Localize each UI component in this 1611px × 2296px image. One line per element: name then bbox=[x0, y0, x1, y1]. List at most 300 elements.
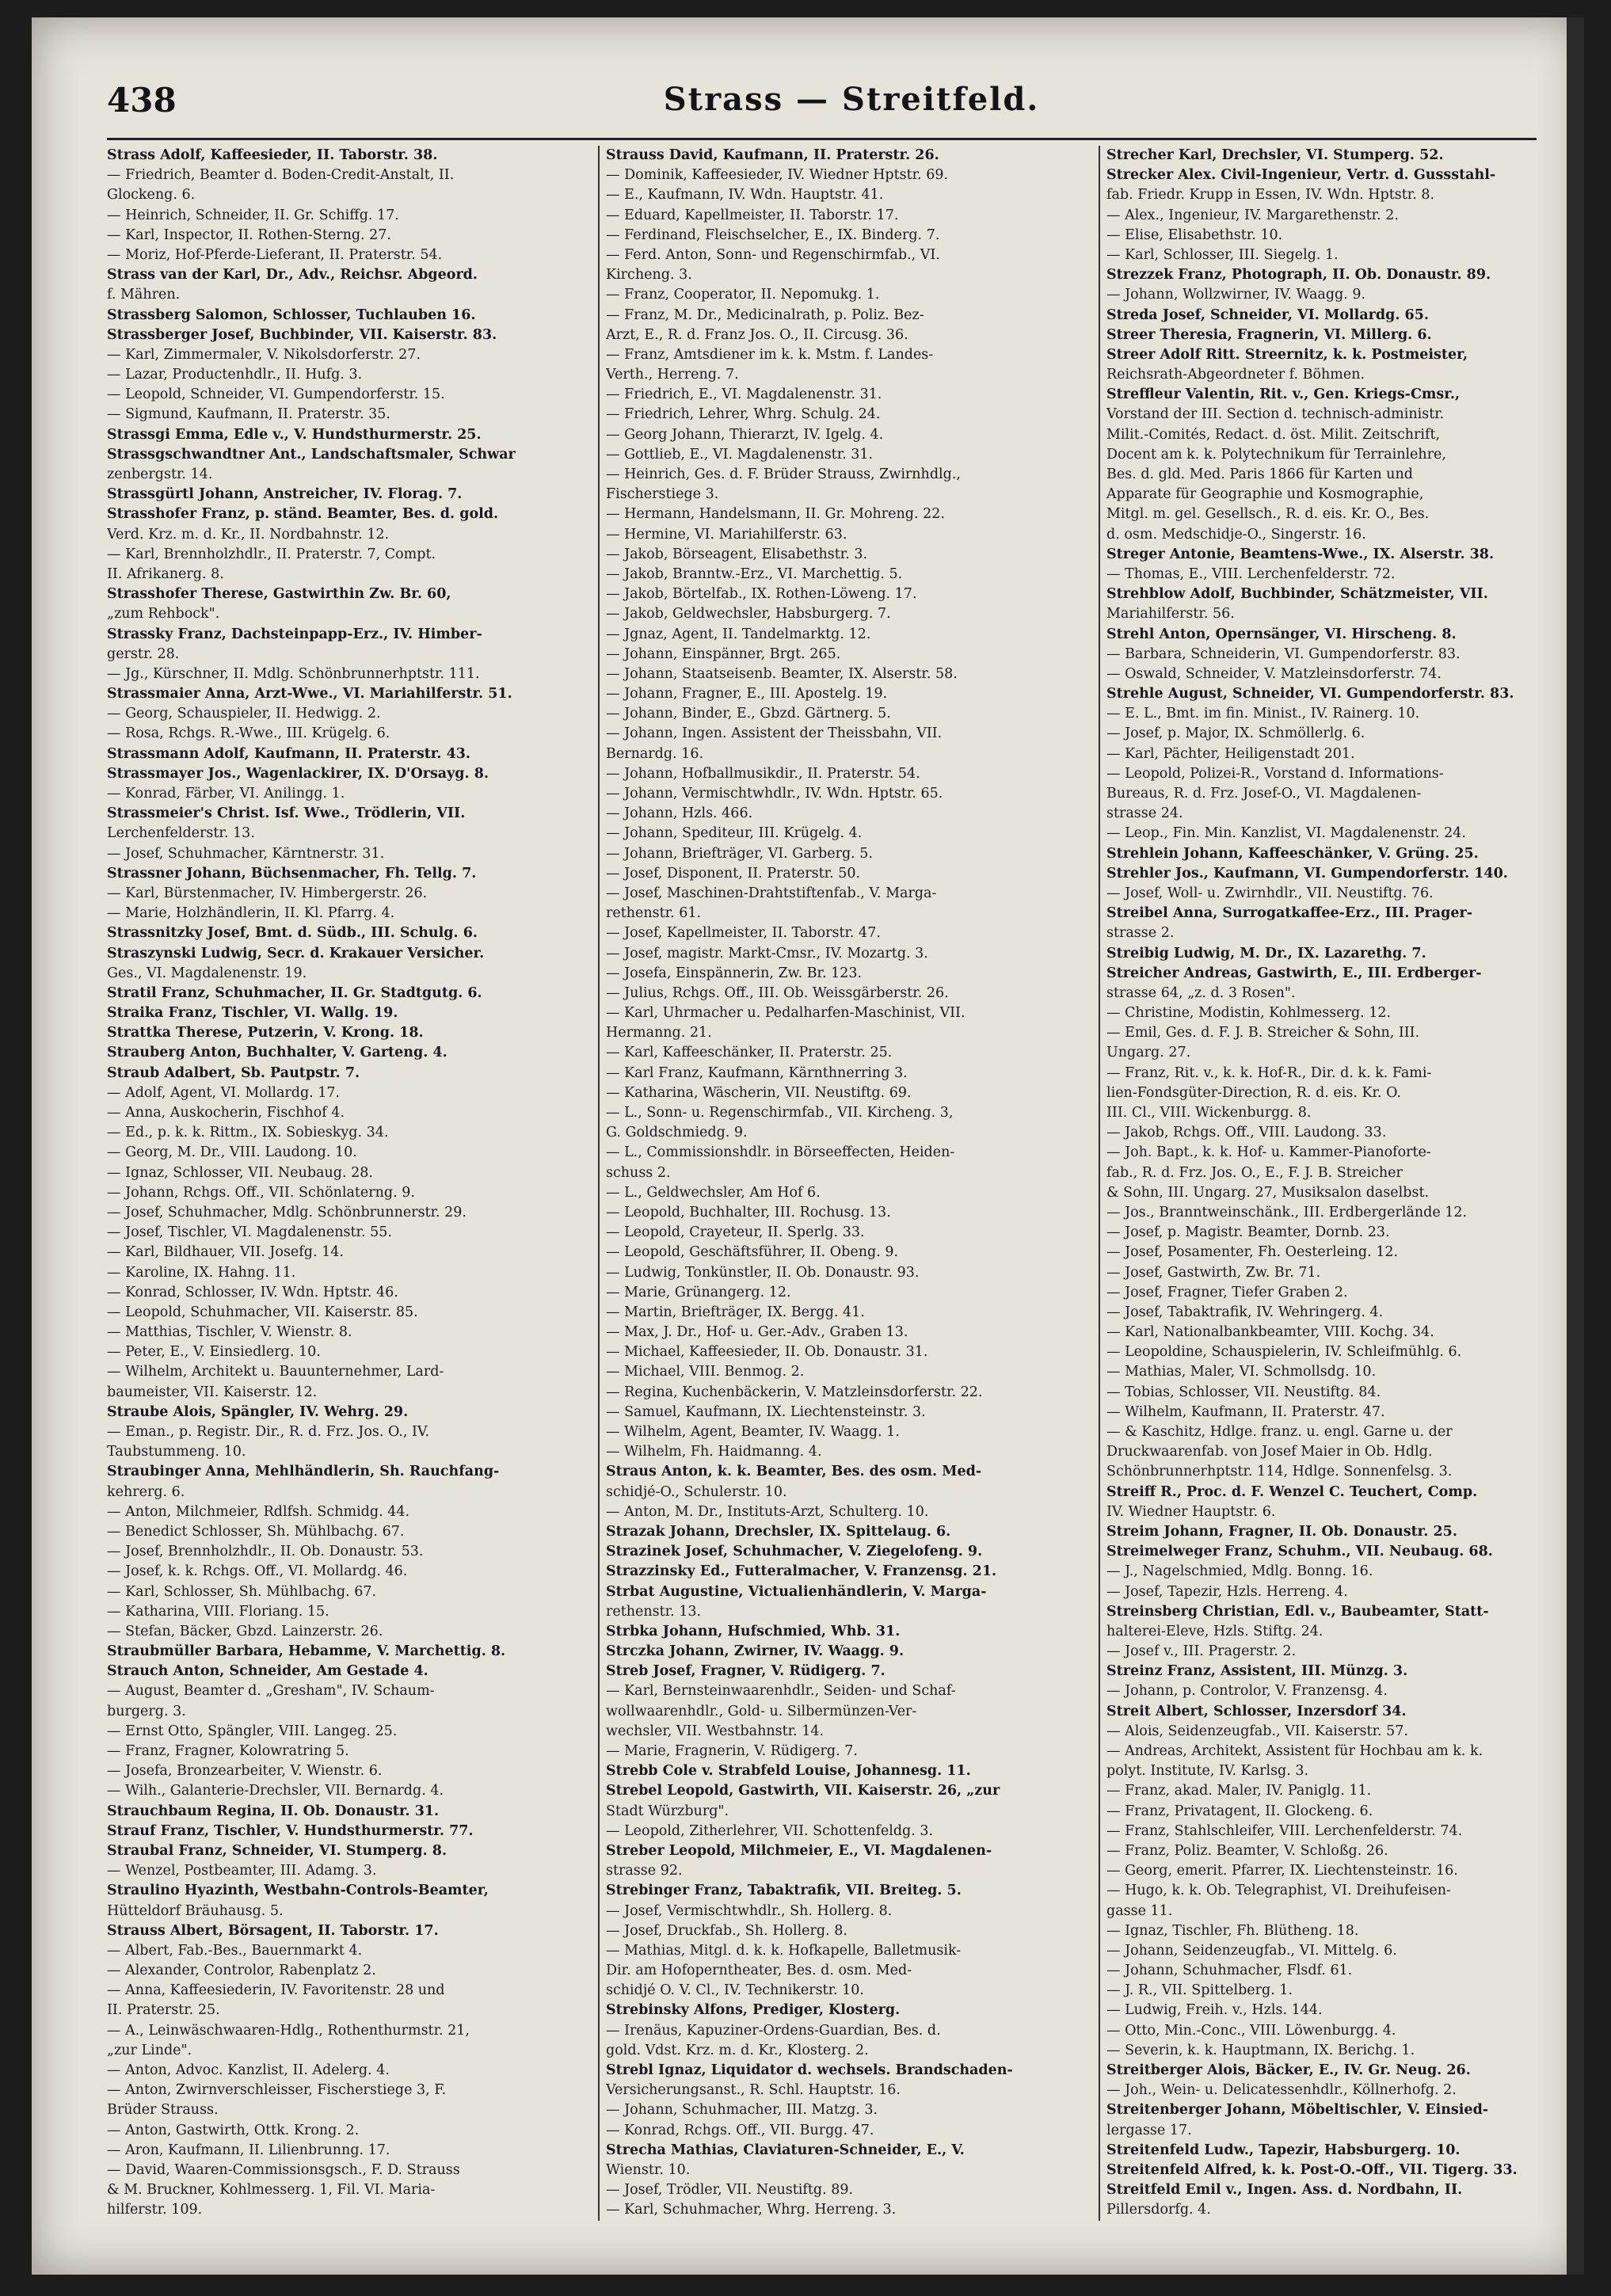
directory-entry: Strassgi Emma, Edle v., V. Hundsthurmerstr. 25. bbox=[107, 426, 482, 443]
directory-entry: Strauss Albert, Börsagent, II. Taborstr. 17. bbox=[107, 1922, 439, 1939]
directory-entry: Streit Albert, Schlosser, Inzersdorf 34. bbox=[1106, 1703, 1407, 1719]
directory-entry: — Adolf, Agent, VI. Mollardg. 17. bbox=[107, 1084, 341, 1101]
directory-entry: Strassgschwandtner Ant., Landschaftsmaler, Schwar bbox=[107, 446, 516, 463]
directory-entry: Strasshofer Therese, Gastwirthin Zw. Br. 60, bbox=[107, 586, 451, 603]
directory-entry: Strazak Johann, Drechsler, IX. Spittelaug. 6. bbox=[606, 1523, 951, 1540]
directory-entry: — Josefa, Bronzearbeiter, V. Wienstr. 6. bbox=[107, 1763, 383, 1780]
directory-entry: Streber Leopold, Milchmeier, E., VI. Magdalenen- bbox=[606, 1842, 992, 1859]
directory-entry: — Hermann, Handelsmann, II. Gr. Mohreng. 22. bbox=[606, 506, 945, 523]
entry-continuation: Mitgl. m. gel. Gesellsch., R. d. eis. Kr. O., Bes. bbox=[1106, 506, 1430, 523]
directory-entry: Strbka Johann, Hufschmied, Whb. 31. bbox=[606, 1623, 901, 1639]
directory-entry: — Benedict Schlosser, Sh. Mühlbachg. 67. bbox=[107, 1523, 405, 1540]
directory-entry: — Franz, Amtsdiener im k. k. Mstm. f. Landes- bbox=[606, 346, 934, 363]
directory-entry: — Johann, Schuhmacher, III. Matzg. 3. bbox=[606, 2102, 878, 2119]
directory-entry: — Eman., p. Registr. Dir., R. d. Frz. Jos. O., IV. bbox=[107, 1424, 430, 1440]
directory-entry: — Johann, Hofballmusikdir., II. Praterstr. 54. bbox=[606, 765, 920, 782]
directory-entry: — Joh. Bapt., k. k. Hof- u. Kammer-Pianoforte- bbox=[1106, 1144, 1431, 1161]
directory-entry: — Franz, Poliz. Beamter, V. Schloßg. 26. bbox=[1106, 1842, 1388, 1859]
directory-entry: Strauch Anton, Schneider, Am Gestade 4. bbox=[107, 1663, 428, 1680]
directory-entry: — Karl Franz, Kaufmann, Kärnthnerring 3. bbox=[606, 1064, 908, 1081]
directory-entry: — Josef, Schuhmacher, Kärntnerstr. 31. bbox=[107, 845, 385, 862]
directory-entry: — Michael, VIII. Benmog. 2. bbox=[606, 1364, 805, 1380]
entry-continuation: strasse 24. bbox=[1106, 805, 1183, 822]
directory-entry: — Sigmund, Kaufmann, II. Praterstr. 35. bbox=[107, 406, 390, 423]
page-number: 438 bbox=[107, 81, 177, 120]
directory-entry: — Samuel, Kaufmann, IX. Liechtensteinstr. 3. bbox=[606, 1403, 926, 1420]
directory-entry: — Josef, Kapellmeister, II. Taborstr. 47. bbox=[606, 925, 881, 942]
directory-entry: Straube Alois, Spängler, IV. Wehrg. 29. bbox=[107, 1403, 409, 1420]
directory-entry: — Michael, Kaffeesieder, II. Ob. Donaustr. 31. bbox=[606, 1344, 928, 1361]
directory-entry: — Johann, Staatseisenb. Beamter, IX. Alserstr. 58. bbox=[606, 665, 958, 682]
entry-continuation: Arzt, E., R. d. Franz Jos. O., II. Circusg. 36. bbox=[606, 326, 908, 343]
entry-continuation: strasse 2. bbox=[1106, 925, 1175, 942]
directory-entry: Streicher Andreas, Gastwirth, E., III. Erdberger- bbox=[1106, 965, 1482, 981]
directory-entry: Straub Adalbert, Sb. Pautpstr. 7. bbox=[107, 1064, 360, 1081]
entry-continuation: II. Praterstr. 25. bbox=[107, 2002, 220, 2019]
directory-entry: — Leopold, Buchhalter, III. Rochusg. 13. bbox=[606, 1204, 891, 1220]
directory-entry: — Franz, M. Dr., Medicinalrath, p. Poliz. Bez- bbox=[606, 307, 924, 323]
directory-entry: — Wilhelm, Architekt u. Bauunternehmer, Lard- bbox=[107, 1364, 444, 1380]
entry-continuation: fab., R. d. Frz. Jos. O., E., F. J. B. Streicher bbox=[1106, 1164, 1403, 1181]
entry-continuation: rethenstr. 61. bbox=[606, 905, 702, 922]
entry-continuation: Fischerstiege 3. bbox=[606, 486, 719, 503]
entry-continuation: Brüder Strauss. bbox=[107, 2102, 219, 2119]
directory-entry: — Johann, p. Controlor, V. Franzensg. 4. bbox=[1106, 1683, 1388, 1700]
entry-continuation: Schönbrunnerhptstr. 114, Hdlge. Sonnenfelsg. 3. bbox=[1106, 1464, 1453, 1480]
directory-entry: Streffleur Valentin, Rit. v., Gen. Kriegs-Cmsr., bbox=[1106, 386, 1461, 403]
directory-entry: — Karl, Schuhmacher, Whrg. Herreng. 3. bbox=[606, 2202, 897, 2218]
directory-entry: — Friedrich, Lehrer, Whrg. Schulg. 24. bbox=[606, 406, 881, 423]
directory-entry: — Franz, Privatagent, II. Glockeng. 6. bbox=[1106, 1803, 1373, 1819]
directory-entry: — Heinrich, Schneider, II. Gr. Schiffg. 17. bbox=[107, 207, 399, 223]
directory-entry: — Barbara, Schneiderin, VI. Gumpendorferstr. 83. bbox=[1106, 645, 1461, 662]
directory-entry: Strebel Leopold, Gastwirth, VII. Kaiserstr. 26, „zur bbox=[606, 1783, 1000, 1799]
entry-continuation: Bernardg. 16. bbox=[606, 745, 704, 762]
directory-entry: — Moriz, Hof-Pferde-Lieferant, II. Praterstr. 54. bbox=[107, 246, 443, 263]
entry-continuation: III. Cl., VIII. Wickenburgg. 8. bbox=[1106, 1105, 1312, 1121]
directory-entry: Streitfeld Emil v., Ingen. Ass. d. Nordbahn, II. bbox=[1106, 2182, 1463, 2199]
directory-entry: Streitenfeld Ludw., Tapezir, Habsburgerg. 10. bbox=[1106, 2142, 1461, 2158]
directory-entry: — Friedrich, Beamter d. Boden-Credit-Anstalt, II. bbox=[107, 167, 455, 184]
directory-entry: — Johann, Einspänner, Brgt. 265. bbox=[606, 645, 841, 662]
directory-entry: Streger Antonie, Beamtens-Wwe., IX. Alserstr. 38. bbox=[1106, 546, 1495, 562]
directory-entry: — Leopold, Zitherlehrer, VII. Schottenfeldg. 3. bbox=[606, 1822, 934, 1839]
directory-entry: — Friedrich, E., VI. Magdalenenstr. 31. bbox=[606, 386, 882, 403]
directory-entry: — Wilhelm, Kaufmann, II. Praterstr. 47. bbox=[1106, 1403, 1385, 1420]
directory-entry: — Josef, Druckfab., Sh. Hollerg. 8. bbox=[606, 1922, 847, 1939]
directory-entry: Straubinger Anna, Mehlhändlerin, Sh. Rauchfang- bbox=[107, 1464, 500, 1480]
directory-entry: Strassnitzky Josef, Bmt. d. Südb., III. Schulg. 6. bbox=[107, 925, 478, 942]
directory-entry: Streitberger Alois, Bäcker, E., IV. Gr. Neug. 26. bbox=[1106, 2062, 1471, 2078]
directory-entry: — Albert, Fab.-Bes., Bauernmarkt 4. bbox=[107, 1942, 363, 1959]
directory-entry: Strassberg Salomon, Schlosser, Tuchlauben 16. bbox=[107, 307, 476, 323]
directory-entry: — Franz, Cooperator, II. Nepomukg. 1. bbox=[606, 287, 880, 303]
entry-continuation: schidjé-O., Schulerstr. 10. bbox=[606, 1483, 787, 1500]
directory-entry: — Josef, Trödler, VII. Neustiftg. 89. bbox=[606, 2182, 854, 2199]
directory-entry: — Leopoldine, Schauspielerin, IV. Schleifmühlg. 6. bbox=[1106, 1344, 1462, 1361]
directory-entry: — Johann, Schuhmacher, Flsdf. 61. bbox=[1106, 1963, 1353, 1979]
directory-entry: — Johann, Seidenzeugfab., VI. Mittelg. 6. bbox=[1106, 1942, 1397, 1959]
running-head: Strass — Streitfeld. bbox=[663, 81, 1040, 118]
entry-continuation: Vorstand der III. Section d. technisch-administr. bbox=[1106, 406, 1445, 423]
directory-entry: Streinz Franz, Assistent, III. Münzg. 3. bbox=[1106, 1663, 1408, 1680]
directory-entry: — Karl, Inspector, II. Rothen-Sterng. 27. bbox=[107, 227, 391, 243]
directory-entry: — J. R., VII. Spittelberg. 1. bbox=[1106, 1982, 1293, 1999]
directory-entry: — Leopold, Schuhmacher, VII. Kaiserstr. 85. bbox=[107, 1304, 418, 1320]
entry-continuation: polyt. Institute, IV. Karlsg. 3. bbox=[1106, 1763, 1309, 1780]
entry-continuation: Docent am k. k. Polytechnikum für Terrainlehre, bbox=[1106, 446, 1446, 463]
directory-entry: — Josef, Tischler, VI. Magdalenenstr. 55. bbox=[107, 1224, 392, 1241]
directory-entry: Strezzek Franz, Photograph, II. Ob. Donaustr. 89. bbox=[1106, 267, 1491, 284]
directory-entry: Strebl Ignaz, Liquidator d. wechsels. Brandschaden- bbox=[606, 2062, 1013, 2078]
entry-continuation: zenbergstr. 14. bbox=[107, 466, 213, 482]
directory-entry: Strehlein Johann, Kaffeeschänker, V. Grüng. 25. bbox=[1106, 845, 1479, 862]
directory-entry: Streitenfeld Alfred, k. k. Post-O.-Off., VII. Tigerg. 33. bbox=[1106, 2161, 1518, 2178]
directory-entry: Streda Josef, Schneider, VI. Mollardg. 65. bbox=[1106, 307, 1429, 323]
entry-continuation: lien-Fondsgüter-Direction, R. d. eis. Kr. O. bbox=[1106, 1084, 1401, 1101]
directory-entry: — Johann, Briefträger, VI. Garberg. 5. bbox=[606, 845, 874, 862]
directory-entry: — Karl, Bildhauer, VII. Josefg. 14. bbox=[107, 1244, 344, 1261]
entry-continuation: Stadt Würzburg". bbox=[606, 1803, 729, 1819]
directory-entry: — Johann, Rchgs. Off., VII. Schönlaterng. 9. bbox=[107, 1184, 415, 1201]
entry-continuation: Milit.-Comités, Redact. d. öst. Milit. Zeitschrift, bbox=[1106, 426, 1441, 443]
directory-entry: — Mathias, Maler, VI. Schmollsdg. 10. bbox=[1106, 1364, 1377, 1380]
directory-entry: Strbat Augustine, Victualienhändlerin, V. Marga- bbox=[606, 1583, 987, 1600]
directory-entry: — Anton, Gastwirth, Ottk. Krong. 2. bbox=[107, 2122, 360, 2138]
entry-continuation: Pillersdorfg. 4. bbox=[1106, 2202, 1211, 2218]
directory-entry: — Karl, Uhrmacher u. Pedalharfen-Maschinist, VII. bbox=[606, 1005, 965, 1022]
column-divider bbox=[598, 146, 600, 2221]
directory-entry: — Josef, magistr. Markt-Cmsr., IV. Mozartg. 3. bbox=[606, 945, 928, 961]
directory-entry: — L., Commissionshdlr. in Börseeffecten, Heiden- bbox=[606, 1144, 955, 1161]
directory-entry: Straulino Hyazinth, Westbahn-Controls-Beamter, bbox=[107, 1883, 489, 1899]
entry-continuation: gerstr. 28. bbox=[107, 645, 180, 662]
directory-entry: — Karl, Schlosser, Sh. Mühlbachg. 67. bbox=[107, 1583, 377, 1600]
directory-entry: — Irenäus, Kapuziner-Ordens-Guardian, Bes. d. bbox=[606, 2022, 941, 2039]
directory-entry: Strassberger Josef, Buchbinder, VII. Kaiserstr. 83. bbox=[107, 326, 497, 343]
directory-entry: — Konrad, Schlosser, IV. Wdn. Hptstr. 46. bbox=[107, 1284, 398, 1300]
directory-entry: Streer Adolf Ritt. Streernitz, k. k. Postmeister, bbox=[1106, 346, 1468, 363]
directory-entry: — Anton, Advoc. Kanzlist, II. Adelerg. 4. bbox=[107, 2062, 390, 2078]
directory-entry: — A., Leinwäschwaaren-Hdlg., Rothenthurmstr. 21, bbox=[107, 2022, 470, 2039]
column-1 bbox=[107, 146, 592, 2221]
directory-entry: — Leopold, Schneider, VI. Gumpendorferstr. 15. bbox=[107, 386, 445, 403]
directory-entry: Strassmann Adolf, Kaufmann, II. Praterstr. 43. bbox=[107, 745, 471, 762]
directory-entry: — Mathias, Mitgl. d. k. k. Hofkapelle, Balletmusik- bbox=[606, 1942, 962, 1959]
entry-continuation: strasse 64, „z. d. 3 Rosen". bbox=[1106, 984, 1296, 1001]
directory-entry: — Karl, Bürstenmacher, IV. Himbergerstr. 26. bbox=[107, 885, 428, 901]
directory-entry: — Thomas, E., VIII. Lerchenfelderstr. 72. bbox=[1106, 565, 1396, 582]
directory-entry: Straszynski Ludwig, Secr. d. Krakauer Versicher. bbox=[107, 945, 485, 961]
column-2 bbox=[606, 146, 1091, 2221]
entry-continuation: gold. Vdst. Krz. m. d. Kr., Klosterg. 2. bbox=[606, 2042, 869, 2058]
directory-entry: Straus Anton, k. k. Beamter, Bes. des osm. Med- bbox=[606, 1464, 982, 1480]
directory-entry: — Andreas, Architekt, Assistent für Hochbau am k. k. bbox=[1106, 1743, 1483, 1759]
directory-entry: — Johann, Spediteur, III. Krügelg. 4. bbox=[606, 825, 863, 842]
directory-entry: Strazinek Josef, Schuhmacher, V. Ziegelofeng. 9. bbox=[606, 1544, 983, 1560]
directory-entry: Streer Theresia, Fragnerin, VI. Millerg. 6. bbox=[1106, 326, 1432, 343]
directory-entry: Strassgürtl Johann, Anstreicher, IV. Florag. 7. bbox=[107, 486, 463, 503]
directory-entry: — Aron, Kaufmann, II. Lilienbrunng. 17. bbox=[107, 2142, 390, 2158]
directory-entry: — Josef, Disponent, II. Praterstr. 50. bbox=[606, 865, 861, 881]
entry-continuation: Bes. d. gld. Med. Paris 1866 für Karten und bbox=[1106, 466, 1413, 482]
directory-entry: — Wilhelm, Fh. Haidmanng. 4. bbox=[606, 1444, 822, 1460]
directory-entry: — Karl, Bernsteinwaarenhdlr., Seiden- und Schaf- bbox=[606, 1683, 956, 1700]
directory-entry: — August, Beamter d. „Gresham", IV. Schaum- bbox=[107, 1683, 435, 1700]
directory-entry: — Jakob, Geldwechsler, Habsburgerg. 7. bbox=[606, 606, 891, 623]
directory-entry: Straika Franz, Tischler, VI. Wallg. 19. bbox=[107, 1005, 398, 1022]
column-divider bbox=[1099, 146, 1100, 2221]
column-3 bbox=[1106, 146, 1584, 2221]
entry-continuation: wollwaarenhdlr., Gold- u. Silbermünzen-Ver- bbox=[606, 1703, 917, 1719]
directory-entry: — Jakob, Börtelfab., IX. Rothen-Löweng. 17. bbox=[606, 586, 917, 603]
directory-entry: Strassky Franz, Dachsteinpapp-Erz., IV. Himber- bbox=[107, 626, 482, 642]
entry-continuation: Ungarg. 27. bbox=[1106, 1045, 1191, 1061]
directory-entry: Streibig Ludwig, M. Dr., IX. Lazarethg. 7. bbox=[1106, 945, 1426, 961]
directory-entry: Strassmayer Jos., Wagenlackirer, IX. D'Orsayg. 8. bbox=[107, 765, 489, 782]
directory-entry: — Leopold, Polizei-R., Vorstand d. Informations- bbox=[1106, 765, 1444, 782]
entry-continuation: Reichsrath-Abgeordneter f. Böhmen. bbox=[1106, 367, 1365, 383]
entry-continuation: Verth., Herreng. 7. bbox=[606, 367, 739, 383]
directory-entry: — Johann, Ingen. Assistent der Theissbahn, VII. bbox=[606, 725, 943, 742]
directory-entry: Streiff R., Proc. d. F. Wenzel C. Teuchert, Comp. bbox=[1106, 1483, 1478, 1500]
directory-entry: — Karl, Pächter, Heiligenstadt 201. bbox=[1106, 745, 1355, 762]
directory-entry: Strasshofer Franz, p. ständ. Beamter, Bes. d. gold. bbox=[107, 506, 499, 523]
directory-entry: — Johann, Binder, E., Gbzd. Gärtnerg. 5. bbox=[606, 706, 891, 722]
directory-entry: — & Kaschitz, Hdlge. franz. u. engl. Garne u. der bbox=[1106, 1424, 1453, 1440]
directory-entry: — Karl, Kaffeeschänker, II. Praterstr. 25. bbox=[606, 1045, 893, 1061]
directory-entry: — Anna, Auskocherin, Fischhof 4. bbox=[107, 1105, 345, 1121]
directory-entry: — Julius, Rchgs. Off., III. Ob. Weissgärberstr. 26. bbox=[606, 984, 949, 1001]
directory-entry: — Gottlieb, E., VI. Magdalenenstr. 31. bbox=[606, 446, 874, 463]
directory-entry: — Eduard, Kapellmeister, II. Taborstr. 17. bbox=[606, 207, 899, 223]
entry-continuation: gasse 11. bbox=[1106, 1902, 1173, 1919]
directory-entry: — Jakob, Branntw.-Erz., VI. Marchettig. 5. bbox=[606, 565, 903, 582]
entry-continuation: Glockeng. 6. bbox=[107, 187, 196, 204]
directory-entry: — Georg, M. Dr., VIII. Laudong. 10. bbox=[107, 1144, 357, 1161]
directory-entry: Strassmeier's Christ. Isf. Wwe., Trödlerin, VII. bbox=[107, 805, 466, 822]
directory-entry: — Jos., Branntweinschänk., III. Erdbergerlände 12. bbox=[1106, 1204, 1468, 1220]
directory-entry: — Peter, E., V. Einsiedlerg. 10. bbox=[107, 1344, 321, 1361]
entry-continuation: Dir. am Hofoperntheater, Bes. d. osm. Med- bbox=[606, 1963, 912, 1979]
directory-entry: — Josef, Posamenter, Fh. Oesterleing. 12. bbox=[1106, 1244, 1399, 1261]
entry-continuation: d. osm. Medschidje-O., Singerstr. 16. bbox=[1106, 526, 1366, 543]
directory-entry: — Franz, Stahlschleifer, VIII. Lerchenfelderstr. 74. bbox=[1106, 1822, 1463, 1839]
directory-entry: — Heinrich, Ges. d. F. Brüder Strauss, Zwirnhdlg., bbox=[606, 466, 961, 482]
entry-continuation: Mariahilferstr. 56. bbox=[1106, 606, 1235, 623]
directory-entry: — Konrad, Färber, VI. Anilingg. 1. bbox=[107, 786, 345, 802]
directory-entry: — Wilhelm, Agent, Beamter, IV. Waagg. 1. bbox=[606, 1424, 900, 1440]
directory-entry: — Jgnaz, Agent, II. Tandelmarktg. 12. bbox=[606, 626, 871, 642]
directory-entry: — Josef, Maschinen-Drahtstiftenfab., V. Marga- bbox=[606, 885, 937, 901]
directory-entry: — Johann, Vermischtwhdlr., IV. Wdn. Hptstr. 65. bbox=[606, 786, 943, 802]
directory-entry: Streibel Anna, Surrogatkaffee-Erz., III. Prager- bbox=[1106, 905, 1472, 922]
entry-continuation: strasse 92. bbox=[606, 1863, 683, 1879]
directory-entry: Strehl Anton, Opernsänger, VI. Hirscheng. 8. bbox=[1106, 626, 1457, 642]
directory-entry: — Franz, akad. Maler, IV. Paniglg. 11. bbox=[1106, 1783, 1372, 1799]
directory-entry: — Tobias, Schlosser, VII. Neustiftg. 84. bbox=[1106, 1384, 1381, 1400]
directory-entry: — L., Geldwechsler, Am Hof 6. bbox=[606, 1184, 821, 1201]
directory-entry: — Karl, Schlosser, III. Siegelg. 1. bbox=[1106, 246, 1339, 263]
directory-entry: — Karl, Brennholzhdlr., II. Praterstr. 7, Compt. bbox=[107, 546, 436, 562]
entry-continuation: II. Afrikanerg. 8. bbox=[107, 565, 224, 582]
directory-entry: — Oswald, Schneider, V. Matzleinsdorferstr. 74. bbox=[1106, 665, 1442, 682]
entry-continuation: & Sohn, III. Ungarg. 27, Musiksalon daselbst. bbox=[1106, 1184, 1430, 1201]
directory-entry: — Josef, p. Magistr. Beamter, Dornb. 23. bbox=[1106, 1224, 1390, 1241]
entry-continuation: „zum Rehbock". bbox=[107, 606, 220, 623]
directory-entry: Streim Johann, Fragner, II. Ob. Donaustr. 25. bbox=[1106, 1523, 1457, 1540]
entry-continuation: Druckwaarenfab. von Josef Maier in Ob. Hdlg. bbox=[1106, 1444, 1433, 1460]
entry-continuation: burgerg. 3. bbox=[107, 1703, 186, 1719]
directory-entry: — Anton, Zwirnverschleisser, Fischerstiege 3, F. bbox=[107, 2082, 447, 2099]
directory-entry: Straubmüller Barbara, Hebamme, V. Marchettig. 8. bbox=[107, 1643, 506, 1660]
directory-entry: — Katharina, VIII. Floriang. 15. bbox=[107, 1603, 329, 1620]
directory-entry: — Jakob, Börseagent, Elisabethstr. 3. bbox=[606, 546, 868, 562]
directory-entry: — Ludwig, Freih. v., Hzls. 144. bbox=[1106, 2002, 1323, 2019]
directory-entry: — Ferd. Anton, Sonn- und Regenschirmfab., VI. bbox=[606, 246, 940, 263]
directory-entry: Streinsberg Christian, Edl. v., Baubeamter, Statt- bbox=[1106, 1603, 1489, 1620]
directory-entry: — Josef, k. k. Rchgs. Off., VI. Mollardg. 46. bbox=[107, 1563, 408, 1580]
directory-entry: — Leopold, Crayeteur, II. Sperlg. 33. bbox=[606, 1224, 865, 1241]
directory-entry: — Marie, Fragnerin, V. Rüdigerg. 7. bbox=[606, 1743, 858, 1759]
directory-entry: — Georg, Schauspieler, II. Hedwigg. 2. bbox=[107, 706, 381, 722]
directory-entry: — Jg., Kürschner, II. Mdlg. Schönbrunnerhptstr. 111. bbox=[107, 665, 480, 682]
directory-entry: — Josef, Woll- u. Zwirnhdlr., VII. Neustiftg. 76. bbox=[1106, 885, 1434, 901]
entry-continuation: hilferstr. 109. bbox=[107, 2202, 203, 2218]
entry-continuation: kehrerg. 6. bbox=[107, 1483, 185, 1500]
directory-entry: — Joh., Wein- u. Delicatessenhdlr., Köllnerhofg. 2. bbox=[1106, 2082, 1457, 2099]
directory-entry: — Wenzel, Postbeamter, III. Adamg. 3. bbox=[107, 1863, 377, 1879]
directory-entry: — Lazar, Productenhdlr., II. Hufg. 3. bbox=[107, 367, 363, 383]
entry-continuation: „zur Linde". bbox=[107, 2042, 192, 2058]
directory-entry: — Otto, Min.-Conc., VIII. Löwenburgg. 4. bbox=[1106, 2022, 1396, 2039]
directory-entry: — Wilh., Galanterie-Drechsler, VII. Bernardg. 4. bbox=[107, 1783, 444, 1799]
directory-entry: — Josef, Schuhmacher, Mdlg. Schönbrunnerstr. 29. bbox=[107, 1204, 467, 1220]
directory-entry: — Severin, k. k. Hauptmann, IX. Berichg. 1. bbox=[1106, 2042, 1415, 2058]
directory-entry: — Martin, Briefträger, IX. Bergg. 41. bbox=[606, 1304, 865, 1320]
entry-continuation: Apparate für Geographie und Kosmographie, bbox=[1106, 486, 1424, 503]
entry-continuation: fab. Friedr. Krupp in Essen, IV. Wdn. Hptstr. 8. bbox=[1106, 187, 1435, 204]
directory-entry: Strassner Johann, Büchsenmacher, Fh. Tellg. 7. bbox=[107, 865, 477, 881]
directory-entry: Strass van der Karl, Dr., Adv., Reichsr. Abgeord. bbox=[107, 267, 478, 284]
directory-entry: — Josef v., III. Pragerstr. 2. bbox=[1106, 1643, 1297, 1660]
directory-entry: — Christine, Modistin, Kohlmesserg. 12. bbox=[1106, 1005, 1392, 1022]
directory-entry: — E. L., Bmt. im fin. Minist., IV. Rainerg. 10. bbox=[1106, 706, 1420, 722]
entry-continuation: Lerchenfelderstr. 13. bbox=[107, 825, 255, 842]
directory-entry: Strassmaier Anna, Arzt-Wwe., VI. Mariahilferstr. 51. bbox=[107, 686, 512, 703]
entry-continuation: Verd. Krz. m. d. Kr., II. Nordbahnstr. 12. bbox=[107, 526, 390, 543]
directory-entry: — Leopold, Geschäftsführer, II. Obeng. 9. bbox=[606, 1244, 899, 1261]
directory-entry: Strass Adolf, Kaffeesieder, II. Taborstr. 38. bbox=[107, 147, 438, 163]
directory-entry: — Karl, Nationalbankbeamter, VIII. Kochg. 34. bbox=[1106, 1324, 1434, 1341]
directory-entry: Strattka Therese, Putzerin, V. Krong. 18. bbox=[107, 1025, 424, 1041]
directory-entry: — Josef, Vermischtwhdlr., Sh. Hollerg. 8. bbox=[606, 1902, 893, 1919]
entry-continuation: lergasse 17. bbox=[1106, 2122, 1192, 2138]
entry-continuation: schidjé O. V. Cl., IV. Technikerstr. 10. bbox=[606, 1982, 864, 1999]
entry-continuation: schuss 2. bbox=[606, 1164, 671, 1181]
entry-continuation: Versicherungsanst., R. Schl. Hauptstr. 16. bbox=[606, 2082, 901, 2099]
directory-entry: — Georg, emerit. Pfarrer, IX. Liechtensteinstr. 16. bbox=[1106, 1863, 1458, 1879]
directory-columns bbox=[107, 146, 1584, 2221]
directory-entry: — Max, J. Dr., Hof- u. Ger.-Adv., Graben 13. bbox=[606, 1324, 908, 1341]
directory-entry: — Hermine, VI. Mariahilferstr. 63. bbox=[606, 526, 847, 543]
directory-entry: — Karoline, IX. Hahng. 11. bbox=[107, 1264, 296, 1281]
directory-entry: Strecha Mathias, Claviaturen-Schneider, E., V. bbox=[606, 2142, 965, 2158]
directory-entry: Streb Josef, Fragner, V. Rüdigerg. 7. bbox=[606, 1663, 885, 1680]
directory-entry: — Konrad, Rchgs. Off., VII. Burgg. 47. bbox=[606, 2122, 874, 2138]
directory-entry: — E., Kaufmann, IV. Wdn. Hauptstr. 41. bbox=[606, 187, 884, 204]
directory-entry: Strehblow Adolf, Buchbinder, Schätzmeister, VII. bbox=[1106, 586, 1488, 603]
directory-entry: — Dominik, Kaffeesieder, IV. Wiedner Hptstr. 69. bbox=[606, 167, 949, 184]
directory-entry: — Anna, Kaffeesiederin, IV. Favoritenstr. 28 und bbox=[107, 1982, 445, 1999]
directory-entry: — Johann, Fragner, E., III. Apostelg. 19. bbox=[606, 686, 888, 703]
directory-entry: — Johann, Hzls. 466. bbox=[606, 805, 753, 822]
directory-entry: Straubal Franz, Schneider, VI. Stumperg. 8. bbox=[107, 1842, 448, 1859]
directory-entry: — Emil, Ges. d. F. J. B. Streicher & Sohn, III. bbox=[1106, 1025, 1420, 1041]
entry-continuation: Ges., VI. Magdalenenstr. 19. bbox=[107, 965, 307, 981]
directory-entry: — Ferdinand, Fleischselcher, E., IX. Binderg. 7. bbox=[606, 227, 940, 243]
directory-entry: — Georg Johann, Thierarzt, IV. Igelg. 4. bbox=[606, 426, 884, 443]
directory-entry: — Leop., Fin. Min. Kanzlist, VI. Magdalenenstr. 24. bbox=[1106, 825, 1466, 842]
directory-entry: Strebinger Franz, Tabaktrafik, VII. Breiteg. 5. bbox=[606, 1883, 962, 1899]
entry-continuation: baumeister, VII. Kaiserstr. 12. bbox=[107, 1384, 318, 1400]
directory-entry: — Marie, Holzhändlerin, II. Kl. Pfarrg. 4. bbox=[107, 905, 395, 922]
directory-entry: — L., Sonn- u. Regenschirmfab., VII. Kircheng. 3, bbox=[606, 1105, 954, 1121]
directory-entry: — J., Nagelschmied, Mdlg. Bonng. 16. bbox=[1106, 1563, 1373, 1580]
directory-entry: — Alois, Seidenzeugfab., VII. Kaiserstr. 57. bbox=[1106, 1723, 1408, 1739]
directory-entry: — Johann, Wollzwirner, IV. Waagg. 9. bbox=[1106, 287, 1366, 303]
directory-entry: — Ignaz, Schlosser, VII. Neubaug. 28. bbox=[107, 1164, 373, 1181]
directory-entry: — Ed., p. k. k. Rittm., IX. Sobieskyg. 34. bbox=[107, 1125, 389, 1141]
directory-entry: — Karl, Zimmermaler, V. Nikolsdorferstr. 27. bbox=[107, 346, 421, 363]
directory-entry: Stratil Franz, Schuhmacher, II. Gr. Stadtgutg. 6. bbox=[107, 984, 482, 1001]
directory-entry: — Alex., Ingenieur, IV. Margarethenstr. 2. bbox=[1106, 207, 1399, 223]
directory-entry: — Josef, Brennholzhdlr., II. Ob. Donaustr. 53. bbox=[107, 1544, 424, 1560]
directory-entry: — Matthias, Tischler, V. Wienstr. 8. bbox=[107, 1324, 352, 1341]
entry-continuation: halterei-Eleve, Hzls. Stiftg. 24. bbox=[1106, 1623, 1323, 1639]
entry-continuation: Kircheng. 3. bbox=[606, 267, 692, 284]
directory-entry: — Hugo, k. k. Ob. Telegraphist, VI. Dreihufeisen- bbox=[1106, 1883, 1451, 1899]
directory-page bbox=[32, 17, 1584, 2275]
directory-entry: — Ludwig, Tonkünstler, II. Ob. Donaustr. 93. bbox=[606, 1264, 920, 1281]
directory-entry: — Anton, Milchmeier, Rdlfsh. Schmidg. 44. bbox=[107, 1503, 410, 1520]
directory-entry: — Josef, Tapezir, Hzls. Herreng. 4. bbox=[1106, 1583, 1348, 1600]
entry-continuation: Bureaus, R. d. Frz. Josef-O., VI. Magdalenen- bbox=[1106, 786, 1422, 802]
entry-continuation: wechsler, VII. Westbahnstr. 14. bbox=[606, 1723, 825, 1739]
directory-entry: — Josef, p. Major, IX. Schmöllerlg. 6. bbox=[1106, 725, 1365, 742]
entry-continuation: IV. Wiedner Hauptstr. 6. bbox=[1106, 1503, 1276, 1520]
entry-continuation: Wienstr. 10. bbox=[606, 2161, 691, 2178]
directory-entry: Streitenberger Johann, Möbeltischler, V. Einsied- bbox=[1106, 2102, 1489, 2119]
directory-entry: Strczka Johann, Zwirner, IV. Waagg. 9. bbox=[606, 1643, 905, 1660]
directory-entry: — David, Waaren-Commissionsgsch., F. D. Strauss bbox=[107, 2161, 460, 2178]
page-header bbox=[107, 81, 1584, 136]
entry-continuation: Hütteldorf Bräuhausg. 5. bbox=[107, 1902, 284, 1919]
directory-entry: — Ignaz, Tischler, Fh. Blütheng. 18. bbox=[1106, 1922, 1359, 1939]
directory-entry: — Franz, Fragner, Kolowratring 5. bbox=[107, 1743, 349, 1759]
directory-entry: — Jakob, Rchgs. Off., VIII. Laudong. 33. bbox=[1106, 1125, 1387, 1141]
directory-entry: — Josef, Tabaktrafik, IV. Wehringerg. 4. bbox=[1106, 1304, 1384, 1320]
directory-entry: — Regina, Kuchenbäckerin, V. Matzleinsdorferstr. 22. bbox=[606, 1384, 983, 1400]
directory-entry: — Stefan, Bäcker, Gbzd. Lainzerstr. 26. bbox=[107, 1623, 383, 1639]
directory-entry: Streimelweger Franz, Schuhm., VII. Neubaug. 68. bbox=[1106, 1544, 1493, 1560]
directory-entry: — Ernst Otto, Spängler, VIII. Langeg. 25. bbox=[107, 1723, 398, 1739]
entry-continuation: Hermanng. 21. bbox=[606, 1025, 712, 1041]
directory-entry: Strauss David, Kaufmann, II. Praterstr. 26. bbox=[606, 147, 939, 163]
directory-entry: — Elise, Elisabethstr. 10. bbox=[1106, 227, 1283, 243]
directory-entry: Strecher Karl, Drechsler, VI. Stumperg. 52. bbox=[1106, 147, 1444, 163]
directory-entry: — Josef, Gastwirth, Zw. Br. 71. bbox=[1106, 1264, 1321, 1281]
